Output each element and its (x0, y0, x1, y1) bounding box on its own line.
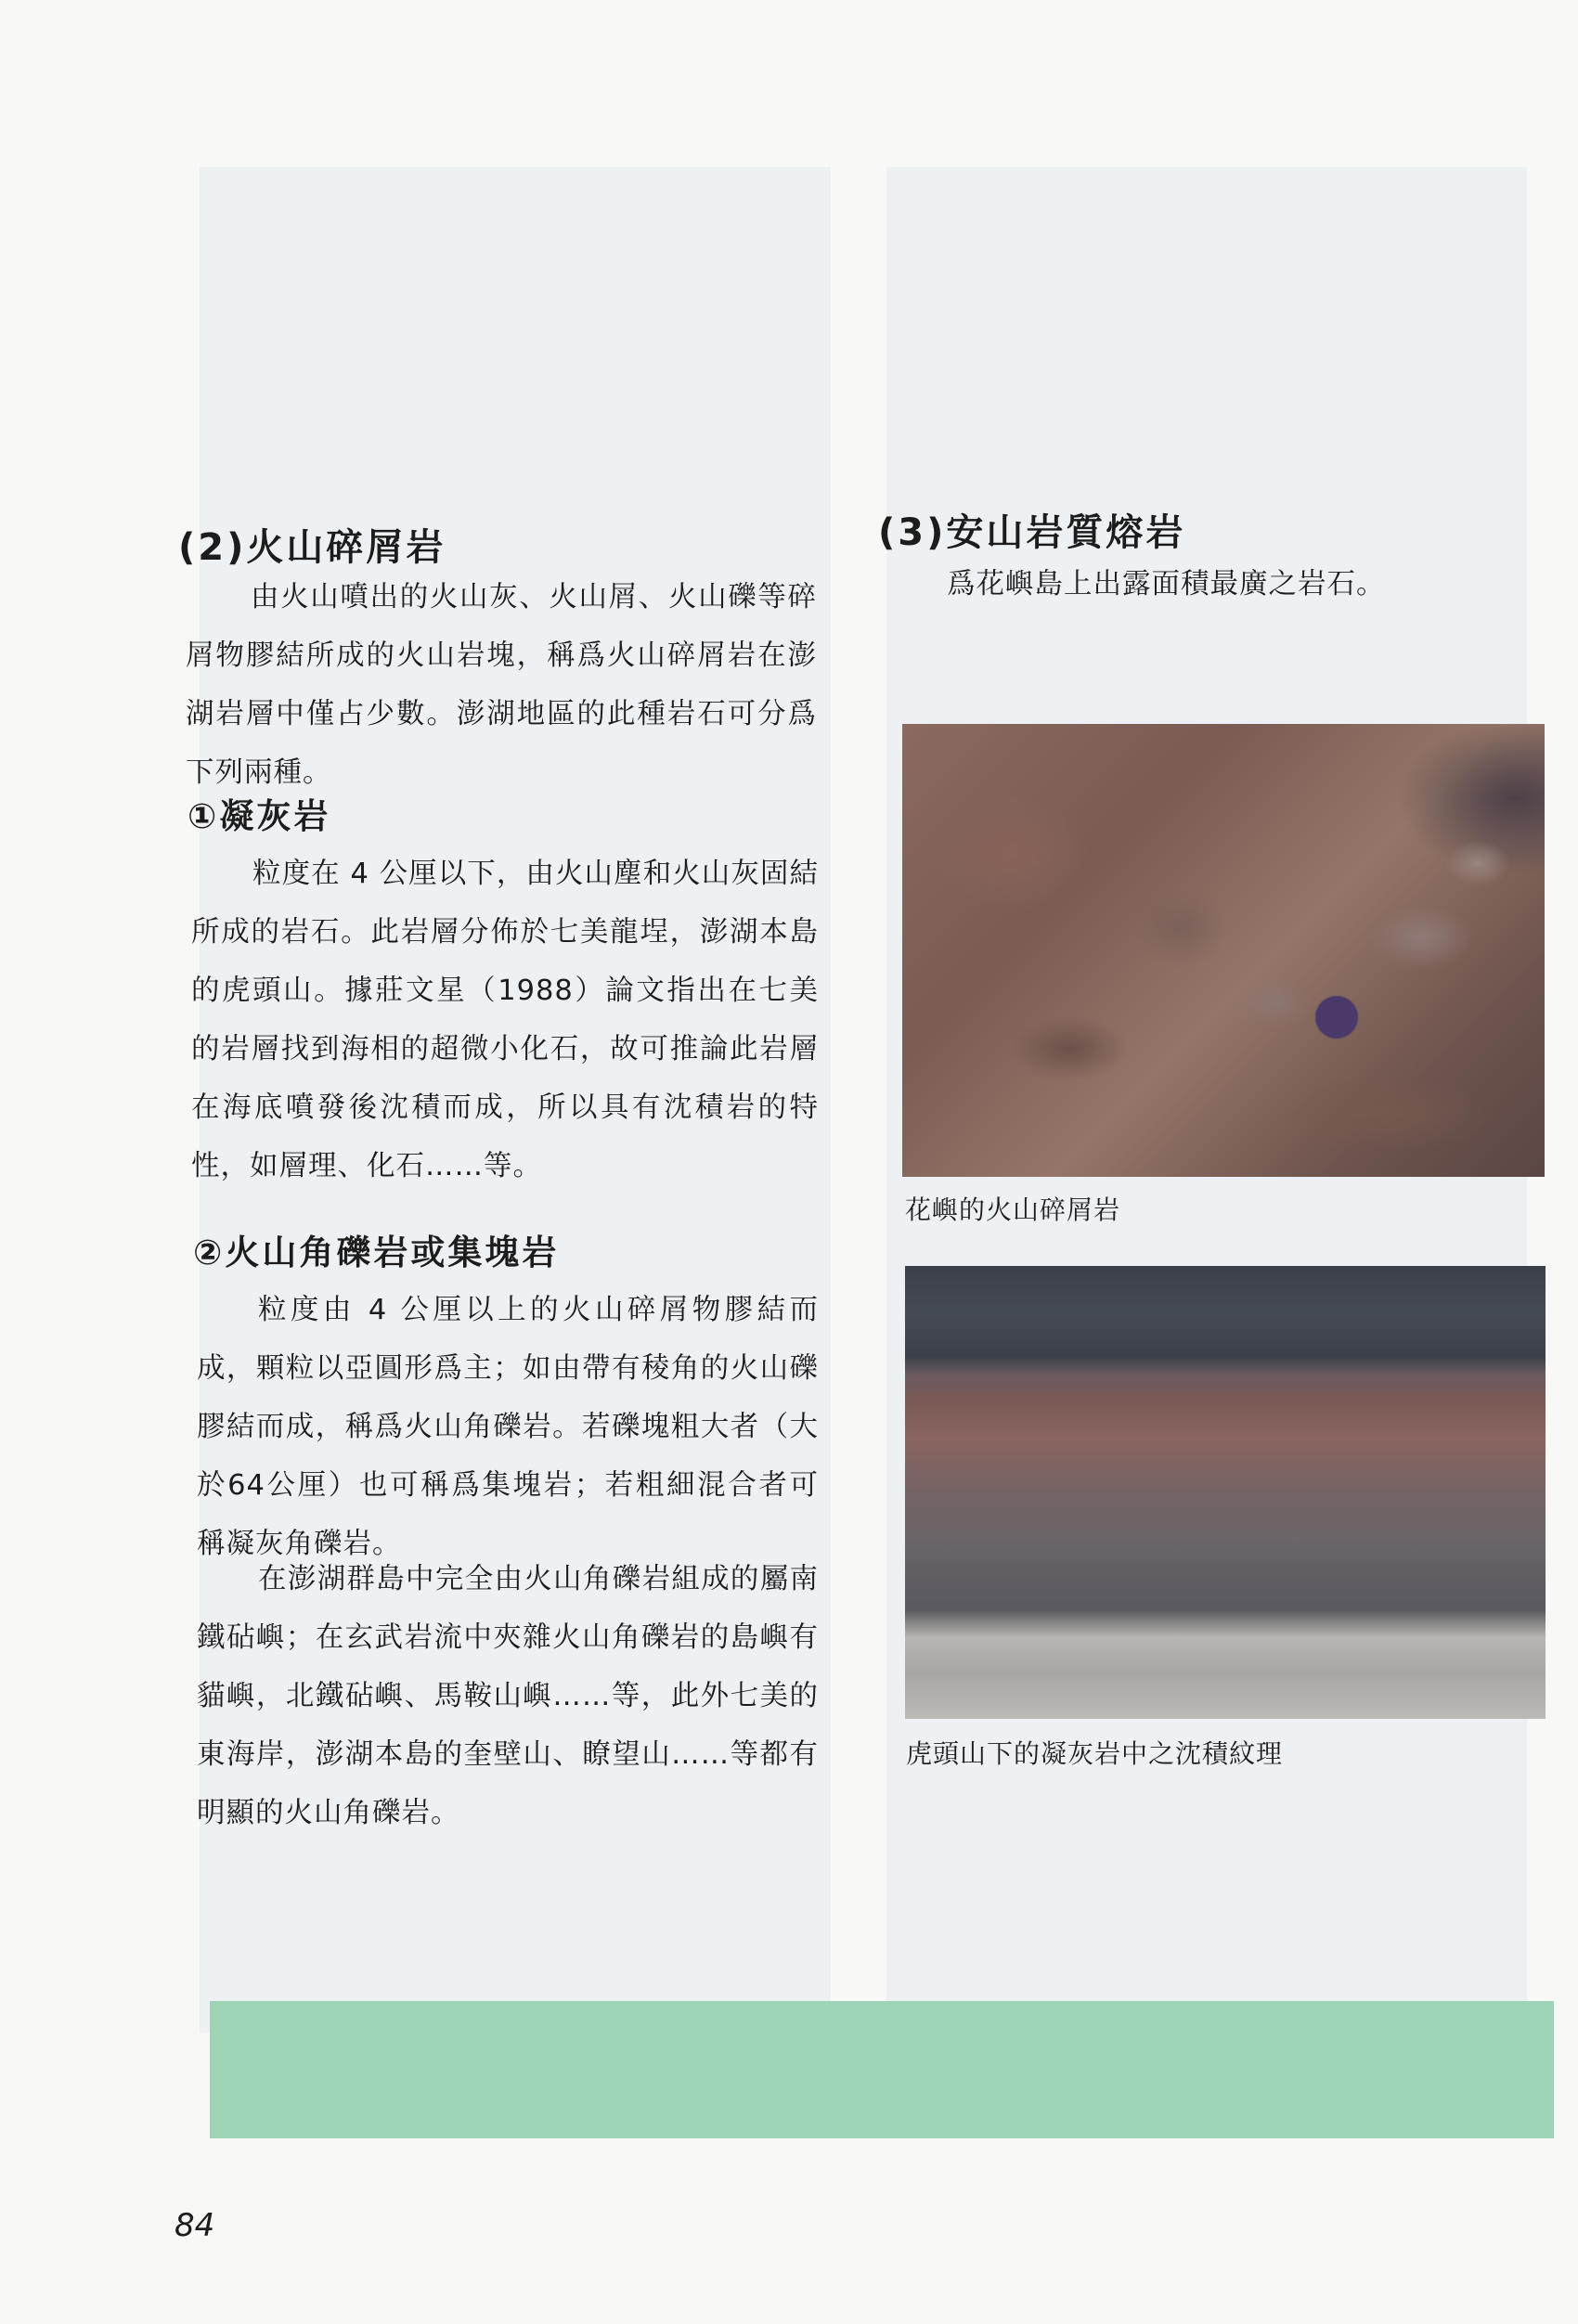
photo-caption-pyroclastic: 花嶼的火山碎屑岩 (905, 1194, 1121, 1225)
page-number: 84 (175, 2207, 215, 2244)
section-body-andesite: 爲花嶼島上出露面積最廣之岩石。 (947, 568, 1386, 600)
decorative-green-band (210, 2001, 1554, 2138)
photo-pyroclastic-rock (902, 724, 1545, 1177)
photo-tuff-sediment-layers (905, 1266, 1546, 1719)
subsection-heading-breccia: ②火山角礫岩或集塊岩 (193, 1233, 560, 1272)
section-body-pyroclastic: 由火山噴出的火山灰、火山屑、火山礫等碎屑物膠結所成的火山岩塊，稱爲火山碎屑岩在澎湖岩層中僅占少數。澎湖地區的此種岩石可分爲下列兩種。 (186, 581, 817, 789)
section-heading-andesite: (3)安山岩質熔岩 (878, 511, 1186, 554)
photo-caption-tuff: 虎頭山下的凝灰岩中之沈積紋理 (906, 1738, 1284, 1769)
subsection-body-tuff: 粒度在 4 公厘以下，由火山塵和火山灰固結所成的岩石。此岩層分佈於七美龍埕，澎湖本島的虎頭山。據莊文星（1988）論文指出在七美的岩層找到海相的超微小化石，故可推論此岩層在海底噴發後沈積而成，所以具有沈積岩的特性，如層理、化石……等。 (191, 858, 819, 1182)
section-heading-pyroclastic: (2)火山碎屑岩 (178, 526, 446, 569)
subsection-body-breccia-1: 粒度由 4 公厘以上的火山碎屑物膠結而成，顆粒以亞圓形爲主；如由帶有稜角的火山礫膠結而成，稱爲火山角礫岩。若礫塊粗大者（大於64公厘）也可稱爲集塊岩；若粗細混合者可稱凝灰角礫岩。 (197, 1294, 819, 1560)
subsection-body-breccia-2: 在澎湖群島中完全由火山角礫岩組成的屬南鐵砧嶼；在玄武岩流中夾雜火山角礫岩的島嶼有貓嶼，北鐵砧嶼、馬鞍山嶼……等，此外七美的東海岸，澎湖本島的奎壁山、瞭望山……等都有明顯的火山角礫岩。 (197, 1563, 819, 1829)
subsection-heading-tuff: ①凝灰岩 (188, 796, 331, 836)
